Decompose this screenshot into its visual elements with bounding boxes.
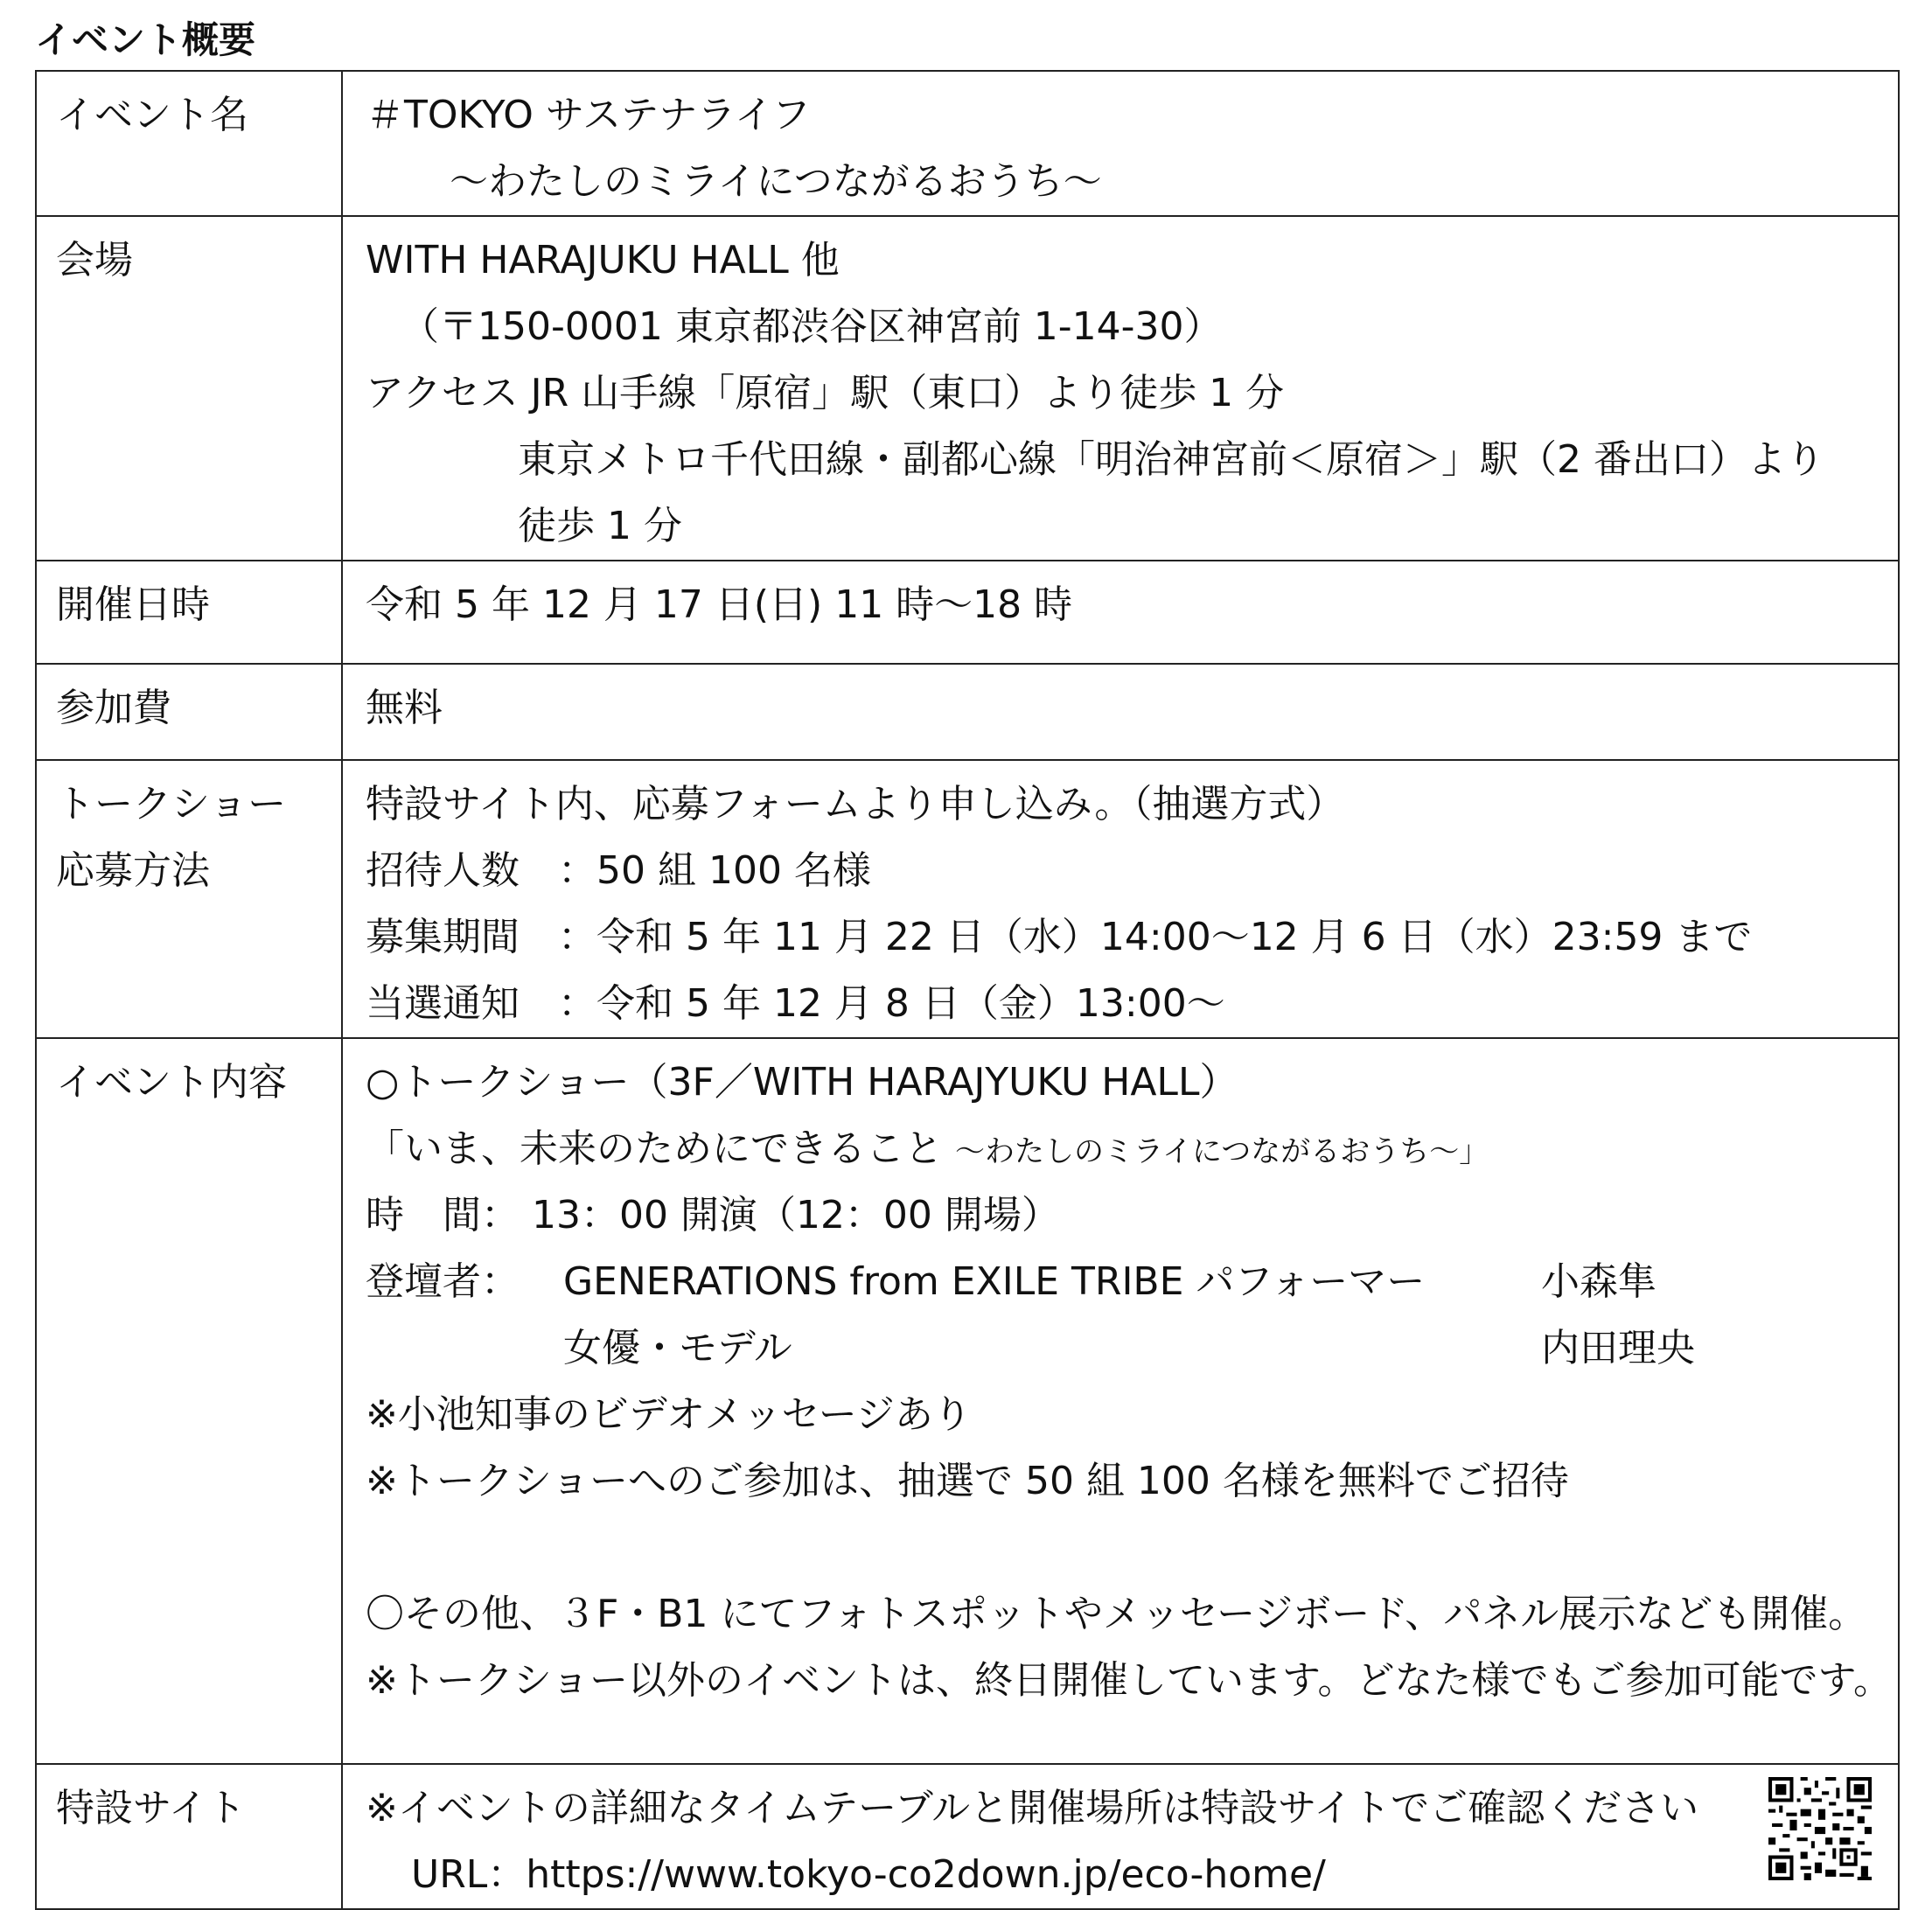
- row-fee: [36, 664, 1899, 760]
- fee-value: [342, 664, 1899, 760]
- row-venue: [36, 216, 1899, 561]
- content-note: ※小池知事のビデオメッセージあり: [366, 1392, 972, 1437]
- application-value: [342, 760, 1899, 1038]
- application-label: [36, 760, 342, 1038]
- speaker-role: 女優・モデル: [563, 1326, 792, 1370]
- talkshow-title: ○トークショー（3F／WITH HARAJYUKU HALL）: [366, 1060, 1238, 1105]
- talkshow-subtitle-small: ～わたしのミライにつながるおうち～」: [955, 1134, 1489, 1169]
- application-label-line: 応募方法: [56, 848, 210, 893]
- datetime-value: [342, 561, 1899, 664]
- site-note: ※イベントの詳細なタイムテーブルと開催場所は特設サイトでご確認ください: [366, 1786, 1699, 1830]
- fee-label: 参加費: [36, 664, 342, 760]
- content-label: イベント内容: [36, 1038, 342, 1764]
- speaker-row: [366, 1315, 1898, 1382]
- content-spacer: [366, 1515, 1898, 1581]
- qr-code-icon[interactable]: [1768, 1777, 1872, 1880]
- venue-label: 会場: [36, 216, 342, 561]
- row-event-name: [36, 71, 1899, 216]
- row-application: [36, 760, 1899, 1038]
- site-value: [342, 1764, 1899, 1909]
- section-heading: イベント概要: [35, 18, 256, 61]
- speakers-prefix: 登壇者：: [366, 1259, 520, 1304]
- venue-access-metro: 東京メトロ千代田線・副都心線「明治神宮前＜原宿＞」駅（2 番出口）より: [518, 437, 1824, 482]
- content-value: [342, 1038, 1899, 1764]
- event-overview-table: [35, 70, 1900, 1910]
- speaker-name: 小森隼: [1541, 1259, 1656, 1304]
- application-period: 募集期間 ：令和 5 年 11 月 22 日（水）14:00～12 月 6 日（水）23:59 まで: [366, 915, 1753, 959]
- speaker-role: GENERATIONS from EXILE TRIBE パフォーマー: [563, 1259, 1426, 1304]
- venue-line: WITH HARAJUKU HALL 他: [366, 238, 840, 282]
- row-datetime: [36, 561, 1899, 664]
- datetime-label: 開催日時: [36, 561, 342, 664]
- content-note: ※トークショーへのご参加は、抽選で 50 組 100 名様を無料でご招待: [366, 1459, 1569, 1503]
- event-name-value: [342, 71, 1899, 216]
- winner-notice: 当選通知 ：令和 5 年 12 月 8 日（金）13:00～: [366, 981, 1225, 1026]
- talkshow-time: 時 間： 13：00 開演（12：00 開場）: [366, 1193, 1060, 1237]
- speaker-row: [366, 1249, 1898, 1315]
- event-name-label: イベント名: [36, 71, 342, 216]
- event-name-subtitle: ～わたしのミライにつながるおうち～: [450, 159, 1102, 204]
- venue-value: [342, 216, 1899, 561]
- speaker-name: 内田理央: [1541, 1326, 1695, 1370]
- application-line: 特設サイト内、応募フォームより申し込み。（抽選方式）: [366, 782, 1345, 826]
- application-label-line: トークショー: [56, 782, 287, 826]
- other-events: 〇その他、３F・B1 にてフォトスポットやメッセージボード、パネル展示なども開催。: [366, 1592, 1867, 1636]
- fee-line: 無料: [366, 686, 443, 730]
- invite-count: 招待人数 ：50 組 100 名様: [366, 848, 871, 893]
- row-content: [36, 1038, 1899, 1764]
- site-label: 特設サイト: [36, 1764, 342, 1909]
- venue-access-jr: アクセス JR 山手線「原宿」駅（東口）より徒歩 1 分: [366, 371, 1285, 415]
- datetime-line: 令和 5 年 12 月 17 日(日) 11 時～18 時: [366, 582, 1073, 627]
- venue-address: （〒150-0001 東京都渋谷区神宮前 1-14-30）: [401, 304, 1223, 349]
- talkshow-subtitle: [366, 1116, 1898, 1182]
- event-name-line: ＃TOKYO サステナライフ: [366, 93, 811, 137]
- talkshow-subtitle-main: 「いま、未来のためにできること: [366, 1126, 943, 1171]
- site-url[interactable]: URL：https://www.tokyo-co2down.jp/eco-home/: [411, 1852, 1326, 1897]
- content-note: ※トークショー以外のイベントは、終日開催しています。どなた様でもご参加可能です。: [366, 1658, 1892, 1703]
- venue-access-metro-walk: 徒歩 1 分: [518, 504, 682, 548]
- row-site: [36, 1764, 1899, 1909]
